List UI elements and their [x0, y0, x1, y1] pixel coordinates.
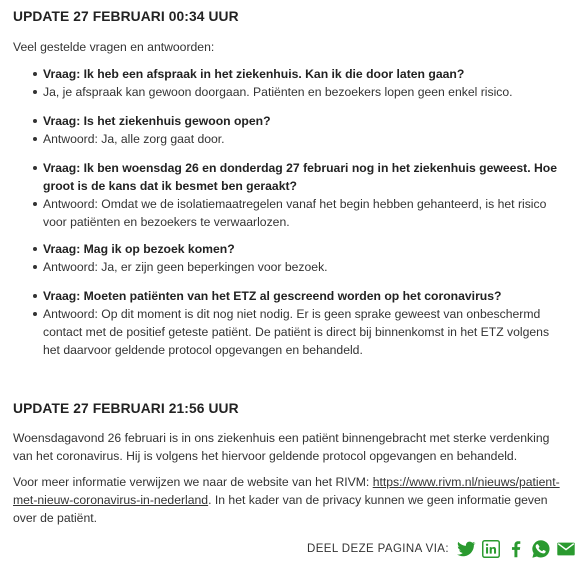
share-label: DEEL DEZE PAGINA VIA: — [307, 543, 449, 555]
whatsapp-icon[interactable] — [530, 538, 552, 560]
paragraph-text-before: Voor meer informatie verwijzen we naar de website van het RIVM: — [13, 475, 373, 489]
faq-answer: Antwoord: Ja, alle zorg gaat door. — [33, 130, 563, 148]
faq-answer: Ja, je afspraak kan gewoon doorgaan. Patiënten en bezoekers lopen geen enkel risico. — [33, 83, 563, 101]
faq-question: Vraag: Ik heb een afspraak in het ziekenhuis. Kan ik die door laten gaan? — [33, 65, 563, 83]
faq-item-4 — [33, 240, 563, 276]
faq-answer: Antwoord: Ja, er zijn geen beperkingen voor bezoek. — [33, 258, 563, 276]
faq-answer: Antwoord: Omdat we de isolatiemaatregelen vanaf het begin hebben gehanteerd, is het risico voor patiënten en bezoekers te verwaarlozen. — [33, 195, 563, 231]
email-icon[interactable] — [555, 538, 577, 560]
faq-item-3 — [33, 159, 563, 231]
update-heading-1: UPDATE 27 FEBRUARI 00:34 UUR — [13, 9, 239, 24]
paragraph-text-after: . In het kader van de privacy kunnen we geen informatie geven over de patiënt. — [13, 493, 548, 525]
twitter-icon[interactable] — [455, 538, 477, 560]
faq-question: Vraag: Is het ziekenhuis gewoon open? — [33, 112, 563, 130]
faq-item-5 — [33, 287, 563, 359]
faq-intro: Veel gestelde vragen en antwoorden: — [13, 40, 215, 54]
faq-answer: Antwoord: Op dit moment is dit nog niet nodig. Er is geen sprake geweest van onbeschermd contact met de positief geteste patiënt. De patiënt is direct bij binnenkomst in het ETZ volgens het daarvoor geldende protocol opgevangen en behandeld. — [33, 305, 563, 359]
faq-question: Vraag: Mag ik op bezoek komen? — [33, 240, 563, 258]
faq-question: Vraag: Ik ben woensdag 26 en donderdag 27 februari nog in het ziekenhuis geweest. Hoe groot is de kans dat ik besmet ben geraakt? — [33, 159, 563, 195]
faq-item-2 — [33, 112, 563, 148]
rivm-link[interactable]: https://www.rivm.nl/nieuws/patient-met-nieuw-coronavirus-in-nederland — [13, 475, 560, 507]
share-bar — [307, 538, 580, 560]
linkedin-icon[interactable] — [480, 538, 502, 560]
faq-item-1 — [33, 65, 563, 101]
faq-question: Vraag: Moeten patiënten van het ETZ al gescreend worden op het coronavirus? — [33, 287, 563, 305]
update-heading-2: UPDATE 27 FEBRUARI 21:56 UUR — [13, 401, 239, 416]
facebook-icon[interactable] — [505, 538, 527, 560]
update-paragraph-1: Woensdagavond 26 februari is in ons ziekenhuis een patiënt binnengebracht met sterke verdenking van het coronavirus. Hij is volgens het hiervoor geldende protocol opgevangen en behandeld. — [13, 431, 550, 463]
update-paragraph-2 — [13, 473, 561, 527]
